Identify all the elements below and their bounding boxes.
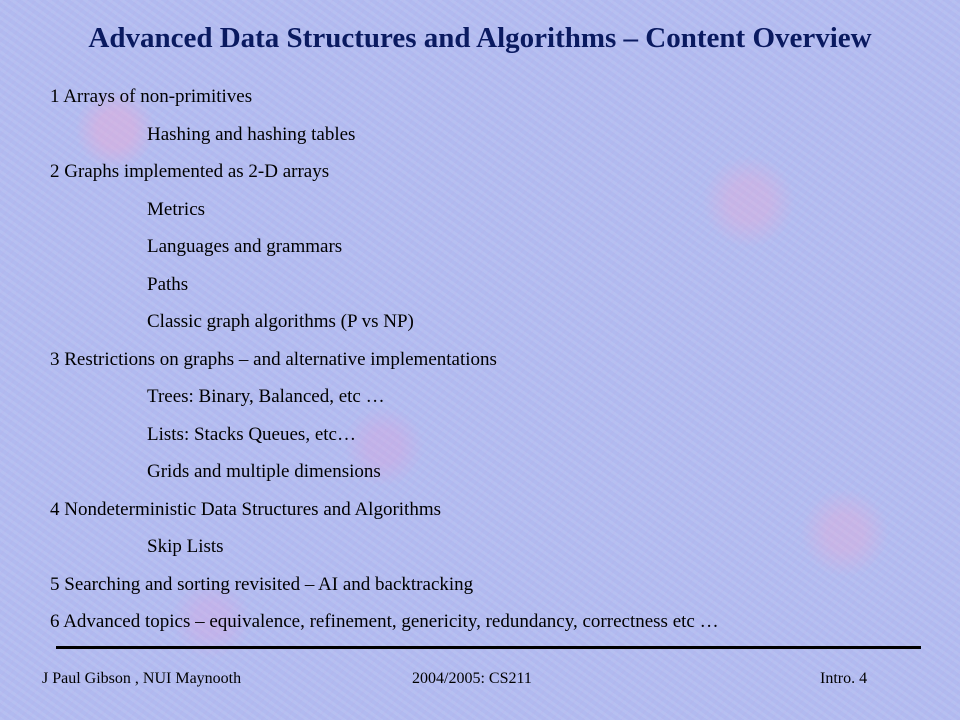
outline-item-2: 2 Graphs implemented as 2-D arrays: [50, 161, 330, 182]
outline-item-5: 5 Searching and sorting revisited – AI and backtracking: [50, 573, 474, 595]
footer-author: J Paul Gibson , NUI Maynooth: [42, 670, 242, 687]
outline-subitem-hashing: Hashing and hashing tables: [147, 123, 356, 145]
outline-item-1: 1 Arrays of non-primitives: [50, 86, 253, 107]
outline-subitem-skip-lists: Skip Lists: [147, 536, 224, 557]
outline-item-6: 6 Advanced topics – equivalence, refinement, genericity, redundancy, correctness etc …: [50, 611, 719, 632]
outline-subitem-grids: Grids and multiple dimensions: [147, 461, 381, 482]
outline-subitem-lists: Lists: Stacks Queues, etc…: [147, 423, 356, 445]
footer-slide-number: Intro. 4: [820, 670, 868, 687]
outline-subitem-languages: Languages and grammars: [147, 236, 343, 257]
outline-item-4: 4 Nondeterministic Data Structures and Algorithms: [50, 498, 442, 520]
outline-item-3: 3 Restrictions on graphs – and alternative implementations: [50, 348, 497, 370]
outline-subitem-paths: Paths: [147, 273, 189, 295]
footer-divider: [56, 646, 921, 649]
content-outline: [50, 78, 719, 641]
outline-subitem-graph-algorithms: Classic graph algorithms (P vs NP): [147, 311, 414, 332]
slide-title: Advanced Data Structures and Algorithms – Content Overview: [88, 22, 872, 54]
footer-course: 2004/2005: CS211: [412, 670, 532, 687]
outline-subitem-metrics: Metrics: [147, 198, 206, 220]
outline-subitem-trees: Trees: Binary, Balanced, etc …: [147, 386, 385, 407]
